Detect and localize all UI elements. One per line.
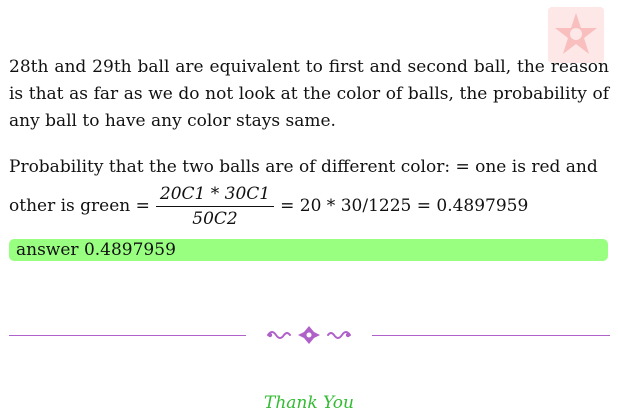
explanation-paragraph: 28th and 29th ball are equivalent to first and second ball, the reason is that as far as we do not look at the color of balls, the probability of any ball to have any color stays same. [9, 57, 609, 131]
equation-prefix: other is green = [9, 196, 150, 216]
fraction-denominator: 50C2 [192, 209, 238, 229]
probability-line-2 [9, 183, 609, 230]
probability-paragraph [9, 154, 609, 230]
equation-result: = 20 * 30/1225 = 0.4897959 [280, 196, 529, 216]
probability-line-1: Probability that the two balls are of different color: = one is red and [9, 157, 598, 177]
thank-you-text: Thank You [263, 393, 354, 413]
divider-right [372, 335, 610, 336]
fraction-numerator: 20C1 * 30C1 [156, 183, 274, 207]
ornament-icon [264, 324, 354, 346]
answer-box: answer 0.4897959 [9, 239, 608, 261]
combination-fraction [156, 183, 274, 230]
divider-left [9, 335, 246, 336]
